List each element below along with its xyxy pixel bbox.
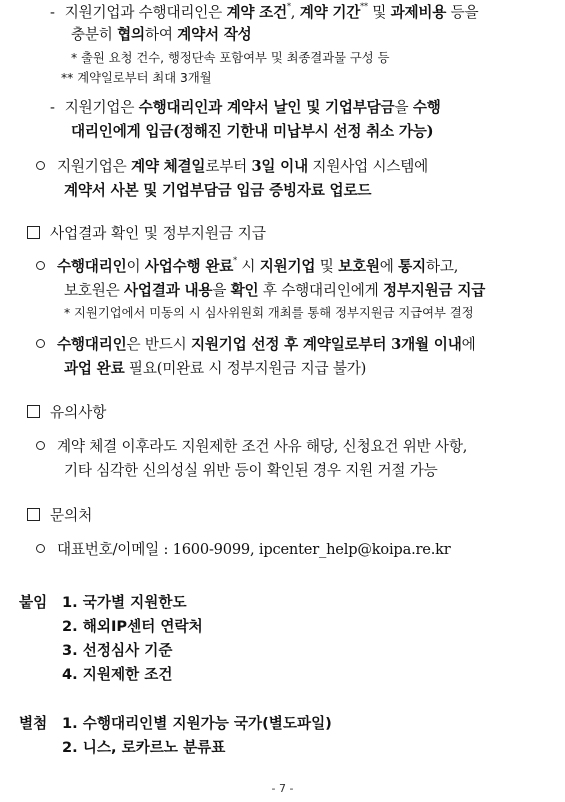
enclosure-item: 2. 니스, 로카르노 분류표 bbox=[62, 739, 226, 756]
payment-line-1: - 지원기업은 수행대리인과 계약서 날인 및 기업부담금을 수행 bbox=[50, 99, 441, 116]
footnote-review-committee: * 지원기업에서 미동의 시 심사위원회 개최를 통해 정부지원금 지급여부 결정 bbox=[64, 306, 474, 320]
circle-bullet-icon bbox=[36, 261, 45, 270]
contact-info[interactable]: 1600-9099, ipcenter_help@koipa.re.kr bbox=[172, 541, 451, 558]
attachment-item: 3. 선정심사 기준 bbox=[62, 642, 173, 659]
results-line-1: 수행대리인이 사업수행 완료* 시 지원기업 및 보호원에 통지하고, bbox=[36, 257, 458, 277]
results-line-2: 보호원은 사업결과 내용을 확인 후 수행대리인에게 정부지원금 지급 bbox=[64, 282, 486, 299]
payment-line-2: 대리인에게 입금(정해진 기한내 미납부시 선정 취소 가능) bbox=[71, 123, 434, 140]
footnote-contract-period: ** 계약일로부터 최대 3개월 bbox=[61, 71, 212, 85]
footnote-contract-terms: * 출원 요청 건수, 행정단속 포함여부 및 최종결과물 구성 등 bbox=[71, 51, 390, 65]
enclosure-item: 1. 수행대리인별 지원가능 국가(별도파일) bbox=[62, 715, 332, 732]
checkbox-square-icon bbox=[27, 226, 40, 239]
checkbox-square-icon bbox=[27, 508, 40, 521]
circle-bullet-icon bbox=[36, 339, 45, 348]
attachment-item: 1. 국가별 지원한도 bbox=[62, 594, 187, 611]
dash-bullet: - bbox=[50, 99, 55, 116]
section-heading-results: 사업결과 확인 및 정부지원금 지급 bbox=[27, 224, 266, 244]
dash-bullet: - bbox=[50, 4, 55, 21]
circle-bullet-icon bbox=[36, 161, 45, 170]
page-number: - 7 - bbox=[271, 782, 294, 795]
contract-terms-line-1: - 지원기업과 수행대리인은 계약 조건*, 계약 기간** 및 과제비용 등을 bbox=[50, 2, 479, 21]
contract-terms-line-2: 충분히 협의하여 계약서 작성 bbox=[71, 26, 252, 43]
circle-bullet-icon bbox=[36, 544, 45, 553]
attachments-label: 붙임 bbox=[19, 594, 48, 611]
section-heading-contact: 문의처 bbox=[27, 506, 92, 526]
deadline-line-2: 과업 완료 필요(미완료 시 정부지원금 지급 불가) bbox=[64, 360, 367, 377]
circle-bullet-icon bbox=[36, 441, 45, 450]
enclosures-label: 별첨 bbox=[19, 715, 48, 732]
upload-line-1: 지원기업은 계약 체결일로부터 3일 이내 지원사업 시스템에 bbox=[36, 157, 428, 177]
notes-line-1: 계약 체결 이후라도 지원제한 조건 사유 해당, 신청요건 위반 사항, bbox=[36, 437, 467, 457]
attachment-item: 2. 해외IP센터 연락처 bbox=[62, 618, 203, 635]
checkbox-square-icon bbox=[27, 405, 40, 418]
section-heading-notes: 유의사항 bbox=[27, 403, 106, 423]
deadline-line-1: 수행대리인은 반드시 지원기업 선정 후 계약일로부터 3개월 이내에 bbox=[36, 335, 476, 355]
contact-line: 대표번호/이메일 : 1600-9099, ipcenter_help@koipa.re.kr bbox=[36, 540, 451, 560]
upload-line-2: 계약서 사본 및 기업부담금 입금 증빙자료 업로드 bbox=[64, 182, 372, 199]
notes-line-2: 기타 심각한 신의성실 위반 등이 확인된 경우 지원 거절 가능 bbox=[64, 462, 438, 479]
attachment-item: 4. 지원제한 조건 bbox=[62, 666, 173, 683]
